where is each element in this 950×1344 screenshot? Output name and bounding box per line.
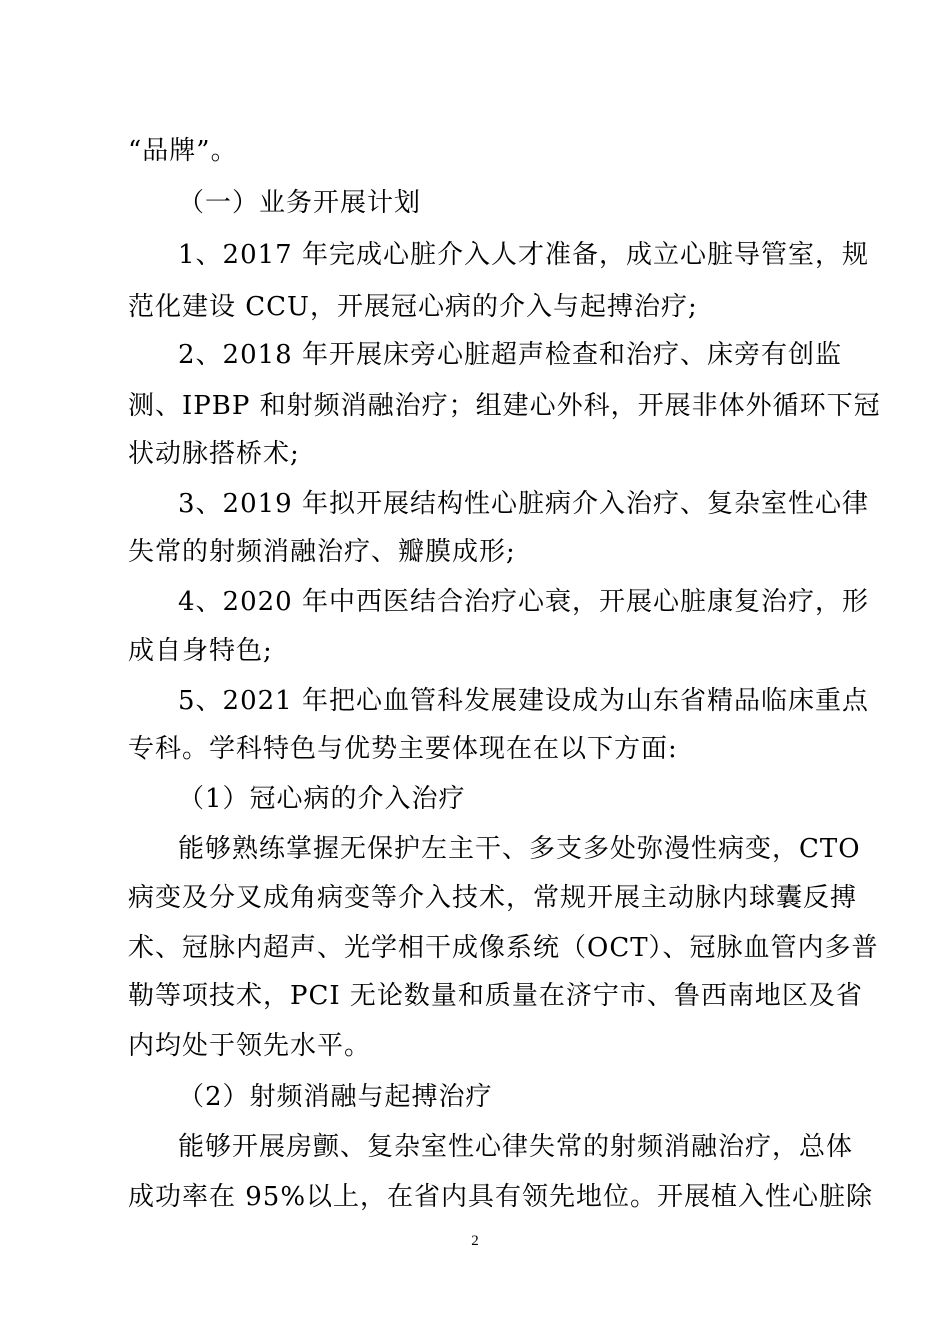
- text-line: 测、IPBP 和射频消融治疗；组建心外科，开展非体外循环下冠: [128, 391, 881, 421]
- text-line: 失常的射频消融治疗、瓣膜成形;: [128, 537, 516, 567]
- subsection-heading: （1）冠心病的介入治疗: [178, 784, 466, 814]
- text-line: 内均处于领先水平。: [128, 1031, 372, 1061]
- text-line: 能够开展房颤、复杂室性心律失常的射频消融治疗，总体: [178, 1132, 854, 1162]
- text-line: 专科。学科特色与优势主要体现在在以下方面:: [128, 734, 678, 764]
- text-line: 勒等项技术，PCI 无论数量和质量在济宁市、鲁西南地区及省: [128, 981, 863, 1011]
- text-line: 4、2020 年中西医结合治疗心衰，开展心脏康复治疗，形: [178, 587, 869, 617]
- text-line: 病变及分叉成角病变等介入技术，常规开展主动脉内球囊反搏: [128, 883, 858, 913]
- text-line: 术、冠脉内超声、光学相干成像系统（OCT）、冠脉血管内多普: [128, 933, 879, 963]
- text-line: 3、2019 年拟开展结构性心脏病介入治疗、复杂室性心律: [178, 489, 869, 519]
- text-line: 范化建设 CCU，开展冠心病的介入与起搏治疗;: [128, 292, 698, 322]
- text-line: 成自身特色;: [128, 636, 273, 666]
- text-line: 5、2021 年把心血管科发展建设成为山东省精品临床重点: [178, 686, 869, 716]
- text-line: 1、2017 年完成心脏介入人才准备，成立心脏导管室，规: [178, 240, 869, 270]
- text-line: 状动脉搭桥术;: [128, 439, 300, 469]
- page-number: 2: [471, 1233, 479, 1249]
- section-heading: （一）业务开展计划: [178, 188, 422, 218]
- text-line: 2、2018 年开展床旁心脏超声检查和治疗、床旁有创监: [178, 340, 842, 370]
- text-line: 能够熟练掌握无保护左主干、多支多处弥漫性病变，CTO: [178, 834, 861, 864]
- text-line: “品牌”。: [128, 136, 238, 166]
- subsection-heading: （2）射频消融与起搏治疗: [178, 1082, 493, 1112]
- text-line: 成功率在 95%以上，在省内具有领先地位。开展植入性心脏除: [128, 1182, 874, 1212]
